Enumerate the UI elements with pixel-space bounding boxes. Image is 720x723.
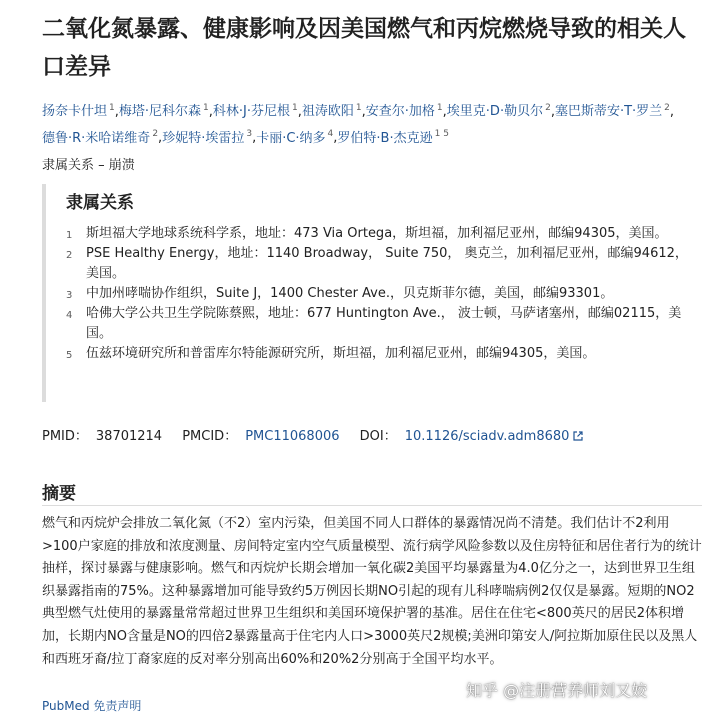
author-link[interactable]: 塞巴斯蒂安·T·罗兰 $^2$ (554, 103, 670, 120)
section-divider (42, 505, 702, 506)
doi-link[interactable]: 10.1126/sciadv.adm8680 (404, 429, 570, 444)
author-link[interactable]: 安查尔·加格 $^1$ (365, 103, 443, 120)
author-link[interactable]: 罗伯特·B·杰克逊 $^{1 5}$ (337, 129, 449, 146)
pubmed-disclaimer-link[interactable]: PubMed 免责声明 (42, 699, 142, 713)
affiliation-item: 2 PSE Healthy Energy，地址：1140 Broadway， Suite 750， 奥克兰，加利福尼亚州，邮编94612，美国。 (66, 246, 688, 281)
watermark: 知乎 @注册营养师刘又姣 (466, 681, 648, 700)
doi-label: DOI： (359, 429, 397, 444)
author-link[interactable]: 科林·J·芬尼根 $^1$ (212, 103, 298, 120)
abstract-heading: 摘要 (42, 484, 76, 504)
affiliations-list (66, 224, 696, 364)
pmid-value: 38701214 (95, 429, 163, 444)
affiliations-heading: 隶属关系 (66, 193, 134, 213)
affiliation-item: 4 哈佛大学公共卫生学院陈蔡熙，地址：677 Huntington Ave.， 波士顿，马萨诸塞州，邮编02115，美国。 (66, 306, 682, 341)
affiliations-panel (42, 184, 706, 402)
author-link[interactable]: 梅塔·尼科尔森 $^1$ (118, 103, 209, 120)
abstract-text: 燃气和丙烷炉会排放二氧化氮（不2）室内污染，但美国不同人口群体的暴露情况尚不清楚。我们估计不2利用>100户家庭的排放和浓度测量、房间特定室内空气质量模型、流行病学风险参数以及住房特征和居住者行为的统计抽样，探讨暴露与健康影响。燃气和丙烷炉长期会增加一氧化碳2美国平均暴露量为4.0亿分之一，达到世界卫生组织暴露指南的75%。这种暴露增加可能导致约5万例因长期NO引起的现有儿科哮喘病例2仅仅是暴露。短期的NO2典型燃气灶使用的暴露量常常超过世界卫生组织和美国环境保护署的基准。居住在住宅<800英尺的居民2体积增加，长期内NO含量是NO的四倍2暴露量高于住宅内人口>3000英尺2规模;美洲印第安人/阿拉斯加原住民以及黑人和西班牙裔/拉丁裔家庭的反对率分别高出60%和20%2分别高于全国平均水平。 (42, 516, 702, 667)
external-link-icon[interactable] (573, 431, 583, 441)
author-list: 扬奈卡什坦 $^1$,梅塔·尼科尔森 $^1$,科林·J·芬尼根 $^1$,祖涛欧阳 $^1$,安查尔·加格 $^1$,埃里克·D·勒贝尔 $^2$,塞巴斯蒂安·T·罗兰 $^2$,德鲁·R·米哈诺维奇 $^2$,珍妮特·埃雷拉 $^3$,卡丽·C·纳多 $^4$,罗伯特·B·杰克逊 $^{1 5}$ (42, 103, 675, 146)
affiliations-toggle[interactable]: 隶属关系 – 崩溃 (42, 158, 135, 173)
author-link[interactable]: 德鲁·R·米哈诺维奇 $^2$ (42, 129, 159, 146)
author-link[interactable]: 卡丽·C·纳多 $^4$ (256, 129, 334, 146)
pmid-label: PMID： (42, 429, 88, 444)
pmcid-link[interactable]: PMC11068006 (245, 429, 340, 444)
author-link[interactable]: 祖涛欧阳 $^1$ (301, 103, 362, 120)
author-link[interactable]: 扬奈卡什坦 $^1$ (42, 103, 115, 120)
affiliation-item: 1 斯坦福大学地球系统科学系，地址：473 Via Ortega，斯坦福，加利福尼亚州，邮编94305，美国。 (66, 226, 668, 241)
affiliation-item: 3 中加州哮喘协作组织，Suite J，1400 Chester Ave.，贝克斯菲尔德，美国，邮编93301。 (66, 286, 614, 301)
article-title: 二氧化氮暴露、健康影响及因美国燃气和丙烷燃烧导致的相关人口差异 (42, 15, 686, 80)
pmcid-label: PMCID： (182, 429, 238, 444)
article-identifiers (42, 425, 583, 444)
affiliation-item: 5 伍兹环境研究所和普雷库尔特能源研究所，斯坦福，加利福尼亚州，邮编94305，美国。 (66, 346, 596, 361)
author-link[interactable]: 珍妮特·埃雷拉 $^3$ (162, 129, 253, 146)
author-link[interactable]: 埃里克·D·勒贝尔 $^2$ (446, 103, 551, 120)
